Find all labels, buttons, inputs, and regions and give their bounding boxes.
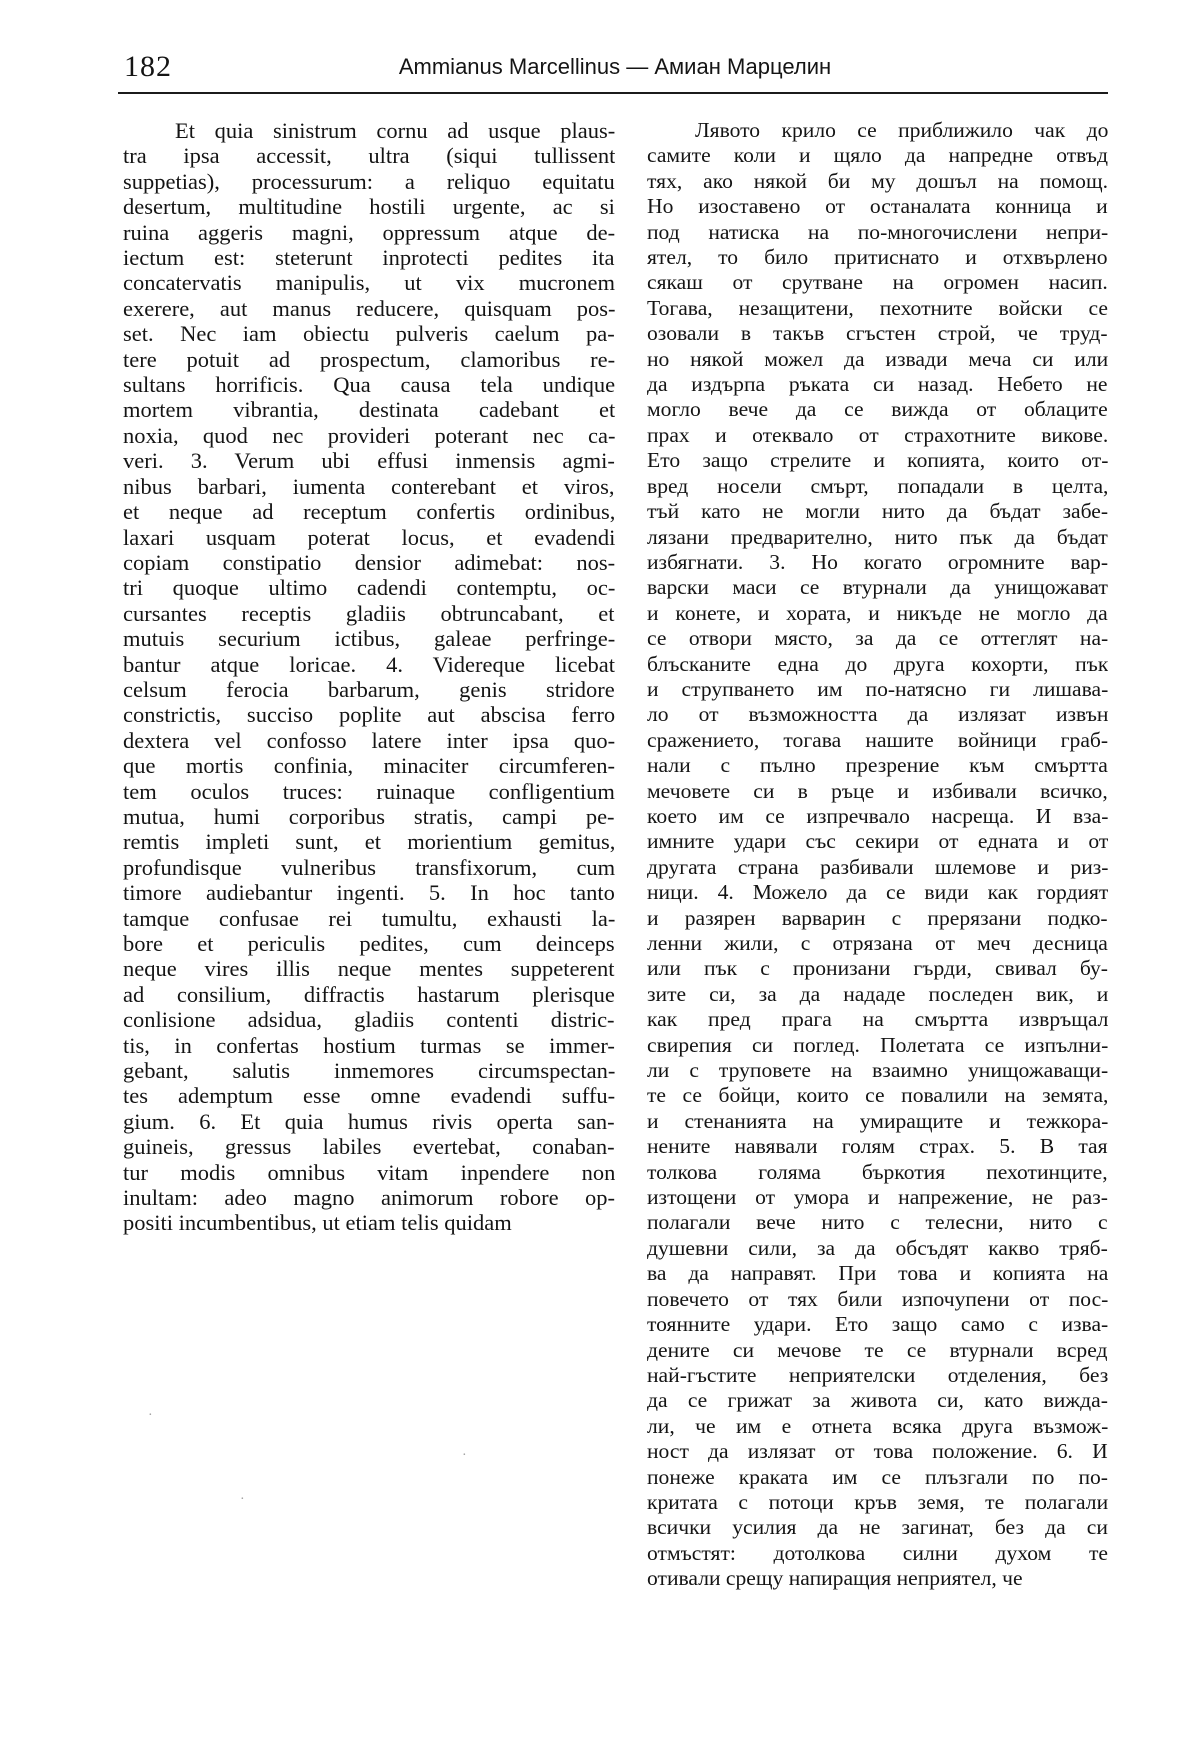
latin-text-line: remtis impleti sunt, et morientium gemitus,: [123, 829, 615, 855]
bulgarian-text-line: и струпването им по-натясно ги лишава-: [647, 676, 1108, 701]
latin-text-line: mutua, humi corporibus stratis, campi pe-: [123, 803, 615, 829]
latin-text-line: laxari usquam poterat locus, et evadendi: [123, 524, 615, 550]
bulgarian-text-line: вред носели смърт, попадали в целта,: [647, 473, 1108, 498]
latin-text-line: tere potuit ad prospectum, clamoribus re-: [123, 346, 615, 372]
latin-text-line: concatervatis manipulis, ut vix mucronem: [123, 270, 615, 296]
latin-text-line: cursantes receptis gladiis obtruncabant, et: [123, 600, 615, 626]
bulgarian-text-line: те се бойци, които се повалили на земята,: [647, 1083, 1108, 1108]
latin-text-line: tem oculos truces: ruinaque confligentium: [123, 778, 615, 804]
print-speck: ·: [462, 1448, 467, 1463]
bulgarian-text-line: Лявото крило се приближило чак до: [695, 118, 1108, 142]
bulgarian-text-line: имните удари със секири от едната и от: [647, 829, 1108, 854]
latin-text-line: iectum est: steterunt inprotecti pedites ita: [123, 245, 615, 271]
bulgarian-text-line: повечето от тях били изпочупени от пос-: [647, 1286, 1108, 1311]
latin-text-line: set. Nec iam obiectu pulveris caelum pa-: [123, 321, 615, 347]
bulgarian-text-line: но някой можел да извади меча си или: [647, 346, 1108, 371]
bulgarian-text-line: как пред прага на смъртта извръщал: [647, 1007, 1108, 1032]
latin-text-line: ruina aggeris magni, oppressum atque de-: [123, 219, 615, 245]
bulgarian-text-line: сякаш от срутване на огромен насип.: [647, 270, 1108, 295]
bulgarian-text-line: изтощени от умора и напрежение, не раз-: [647, 1185, 1108, 1210]
latin-text-line: gium. 6. Et quia humus rivis operta san-: [123, 1108, 615, 1134]
latin-text-line: guineis, gressus labiles evertebat, conaban-: [123, 1134, 615, 1160]
bulgarian-text-line: дените си мечове те се втурнали всред: [647, 1337, 1108, 1362]
bulgarian-text-line: ленни жили, с отрязана от меч десница: [647, 931, 1108, 955]
latin-text-line: desertum, multitudine hostili urgente, ac si: [123, 194, 615, 220]
bulgarian-text-line: варски маси се втурнали да унищожават: [647, 575, 1108, 600]
latin-text-line: sultans horrificis. Qua causa tela undique: [123, 372, 615, 398]
bulgarian-text-line: свирепия си поглед. Полетата се изпълни-: [647, 1032, 1108, 1057]
latin-text-line: mutuis securium ictibus, galeae perfringe-: [123, 626, 615, 652]
latin-text-line: suppetias), processurum: a reliquo equitatu: [123, 168, 615, 194]
bulgarian-text-line: нените навявали голям страх. 5. В тая: [647, 1134, 1108, 1159]
bulgarian-text-line: да се грижат за живота си, като виждa-: [647, 1388, 1108, 1413]
bulgarian-text-line: полагали вече нито с телесни, нито с: [647, 1210, 1108, 1235]
latin-text-line: conlisione adsidua, gladiis contenti distric-: [123, 1007, 615, 1033]
bulgarian-text-line: избягнати. 3. Но когато огромните вар-: [647, 549, 1108, 574]
latin-text-line: tamque confusae rei tumultu, exhausti la-: [123, 905, 615, 931]
latin-text-column: [123, 118, 615, 1236]
bulgarian-text-line: или пък с пронизани гърди, свивал бу-: [647, 956, 1108, 981]
bulgarian-text-line: блъсканите една до друга кохорти, пък: [647, 651, 1108, 676]
bulgarian-text-line: понеже краката им се плъзгали по по-: [647, 1464, 1108, 1489]
print-speck: ·: [148, 1408, 153, 1423]
latin-text-line: Et quia sinistrum cornu ad usque plaus-: [175, 118, 615, 143]
bulgarian-text-line: отмъстят: дотолкова силни духом те: [647, 1540, 1108, 1565]
bulgarian-text-line: тъй като не могли нито да бъдат забе-: [647, 499, 1108, 524]
bulgarian-text-line: тоянните удари. Ето защо само с изва-: [647, 1312, 1108, 1337]
latin-text-line: tur modis omnibus vitam inpendere non: [123, 1159, 615, 1185]
bulgarian-text-line: отивали срещу напиращия неприятел, че: [647, 1566, 1023, 1591]
bulgarian-text-line: Но изоставено от останалата конница и: [647, 194, 1108, 219]
latin-text-line: noxia, quod nec provideri poterant nec ca-: [123, 422, 615, 448]
latin-text-line: que mortis confinia, minaciter circumferen-: [123, 753, 615, 779]
running-title: Ammianus Marcellinus — Амиан Марцелин: [398, 54, 832, 79]
latin-text-line: profundisque vulneribus transfixorum, cum: [123, 854, 615, 880]
latin-text-line: bantur atque loricae. 4. Videreque licebat: [123, 651, 615, 677]
bulgarian-text-line: лязани предварително, нито пък да бъдат: [647, 524, 1108, 549]
latin-text-line: tes ademptum esse omne evadendi suffu-: [123, 1083, 615, 1109]
bulgarian-text-line: сражението, тогава нашите войници граб-: [647, 727, 1108, 752]
latin-text-line: tra ipsa accessit, ultra (siqui tullissent: [123, 143, 615, 169]
bulgarian-text-line: озовали в такъв сгъстен строй, че труд-: [647, 321, 1108, 346]
bulgarian-text-line: се отвори място, за да се оттеглят на-: [647, 626, 1108, 651]
bulgarian-text-line: ници. 4. Можело да се види как гордият: [647, 880, 1108, 905]
bulgarian-text-line: тях, ако някой би му дошъл на помощ.: [647, 168, 1108, 193]
latin-text-line: nibus barbari, iumenta conterebant et viros,: [123, 473, 615, 499]
latin-text-line: timore audiebantur ingenti. 5. In hoc tanto: [123, 880, 615, 906]
bulgarian-text-line: и стенанията на умиращите и тежкора-: [647, 1108, 1108, 1133]
bulgarian-text-line: Тогава, незащитени, пехотните войски се: [647, 295, 1108, 320]
page-number: 182: [124, 50, 172, 83]
bulgarian-text-line: Ето защо стрелите и копията, които от-: [647, 448, 1108, 473]
bulgarian-text-line: ли с труповете на взаимно унищожаващи-: [647, 1058, 1108, 1083]
print-speck: ·: [240, 1492, 245, 1507]
latin-text-line: tri quoque ultimo cadendi contemptu, oc-: [123, 575, 615, 601]
bulgarian-text-line: и разярен варварин с прерязани подко-: [647, 905, 1108, 930]
header-rule: [118, 92, 1108, 94]
latin-text-line: mortem vibrantia, destinata cadebant et: [123, 397, 615, 423]
latin-text-line: dextera vel confosso latere inter ipsa quo-: [123, 727, 615, 753]
bulgarian-text-line: зите си, за да нададе последен вик, и: [647, 981, 1108, 1006]
bulgarian-text-line: ва да направят. При това и копията на: [647, 1261, 1108, 1286]
latin-text-line: inultam: adeo magno animorum robore op-: [123, 1185, 615, 1211]
latin-text-line: gebant, salutis inmemores circumspectan-: [123, 1058, 615, 1084]
bulgarian-text-line: ло от възможността да излязат извън: [647, 702, 1108, 727]
running-head: [124, 48, 1106, 88]
bulgarian-text-line: критата с потоци кръв земя, те полагали: [647, 1489, 1108, 1514]
latin-text-line: tis, in confertas hostium turmas se immer-: [123, 1032, 615, 1058]
latin-text-line: neque vires illis neque mentes suppeterent: [123, 956, 615, 982]
bulgarian-text-line: мечовете си в ръце и избивали всичко,: [647, 778, 1108, 803]
latin-text-line: veri. 3. Verum ubi effusi inmensis agmi-: [123, 448, 615, 474]
bulgarian-text-line: под натиска на по-многочислени непри-: [647, 219, 1108, 244]
bulgarian-text-line: нали с пълно презрение към смъртта: [647, 753, 1108, 778]
latin-text-line: positi incumbentibus, ut etiam telis quidam: [123, 1210, 512, 1236]
bulgarian-text-line: най-гъстите неприятелски отделения, без: [647, 1362, 1108, 1387]
bulgarian-text-line: самите коли и щяло да напредне отвъд: [647, 143, 1108, 168]
bulgarian-text-line: ност да излязат от това положение. 6. И: [647, 1439, 1108, 1464]
bulgarian-text-line: прах и отеквало от страхотните викове.: [647, 422, 1108, 447]
bulgarian-text-column: [647, 118, 1108, 1592]
latin-text-line: celsum ferocia barbarum, genis stridore: [123, 676, 615, 702]
bulgarian-text-line: и конете, и хората, и никъде не могло да: [647, 600, 1108, 625]
latin-text-line: ad consilium, diffractis hastarum plerisque: [123, 981, 615, 1007]
bulgarian-text-line: да издърпа ръката си назад. Небето не: [647, 372, 1108, 397]
bulgarian-text-line: което им се изпречвало насреща. И вза-: [647, 803, 1108, 828]
bulgarian-text-line: могло вече да се вижда от облаците: [647, 397, 1108, 422]
latin-text-line: copiam constipatio densior adimebat: nos-: [123, 549, 615, 575]
bulgarian-text-line: всички усилия да не загинат, без да си: [647, 1515, 1108, 1540]
bulgarian-text-line: толкова голяма бъркотия пехотинците,: [647, 1159, 1108, 1184]
latin-text-line: constrictis, succiso poplite aut abscisa ferro: [123, 702, 615, 728]
bulgarian-text-line: душевни сили, за да обсъдят какво тряб-: [647, 1235, 1108, 1260]
bulgarian-text-line: другата страна разбивали шлемове и риз-: [647, 854, 1108, 879]
bulgarian-text-line: ли, че им е отнета всяка друга възмож-: [647, 1413, 1108, 1438]
latin-text-line: exerere, aut manus reducere, quisquam pos-: [123, 295, 615, 321]
latin-text-line: bore et periculis pedites, cum deinceps: [123, 931, 615, 956]
latin-text-line: et neque ad receptum confertis ordinibus,: [123, 499, 615, 525]
bulgarian-text-line: ятел, то било притиснато и отхвърлено: [647, 245, 1108, 270]
